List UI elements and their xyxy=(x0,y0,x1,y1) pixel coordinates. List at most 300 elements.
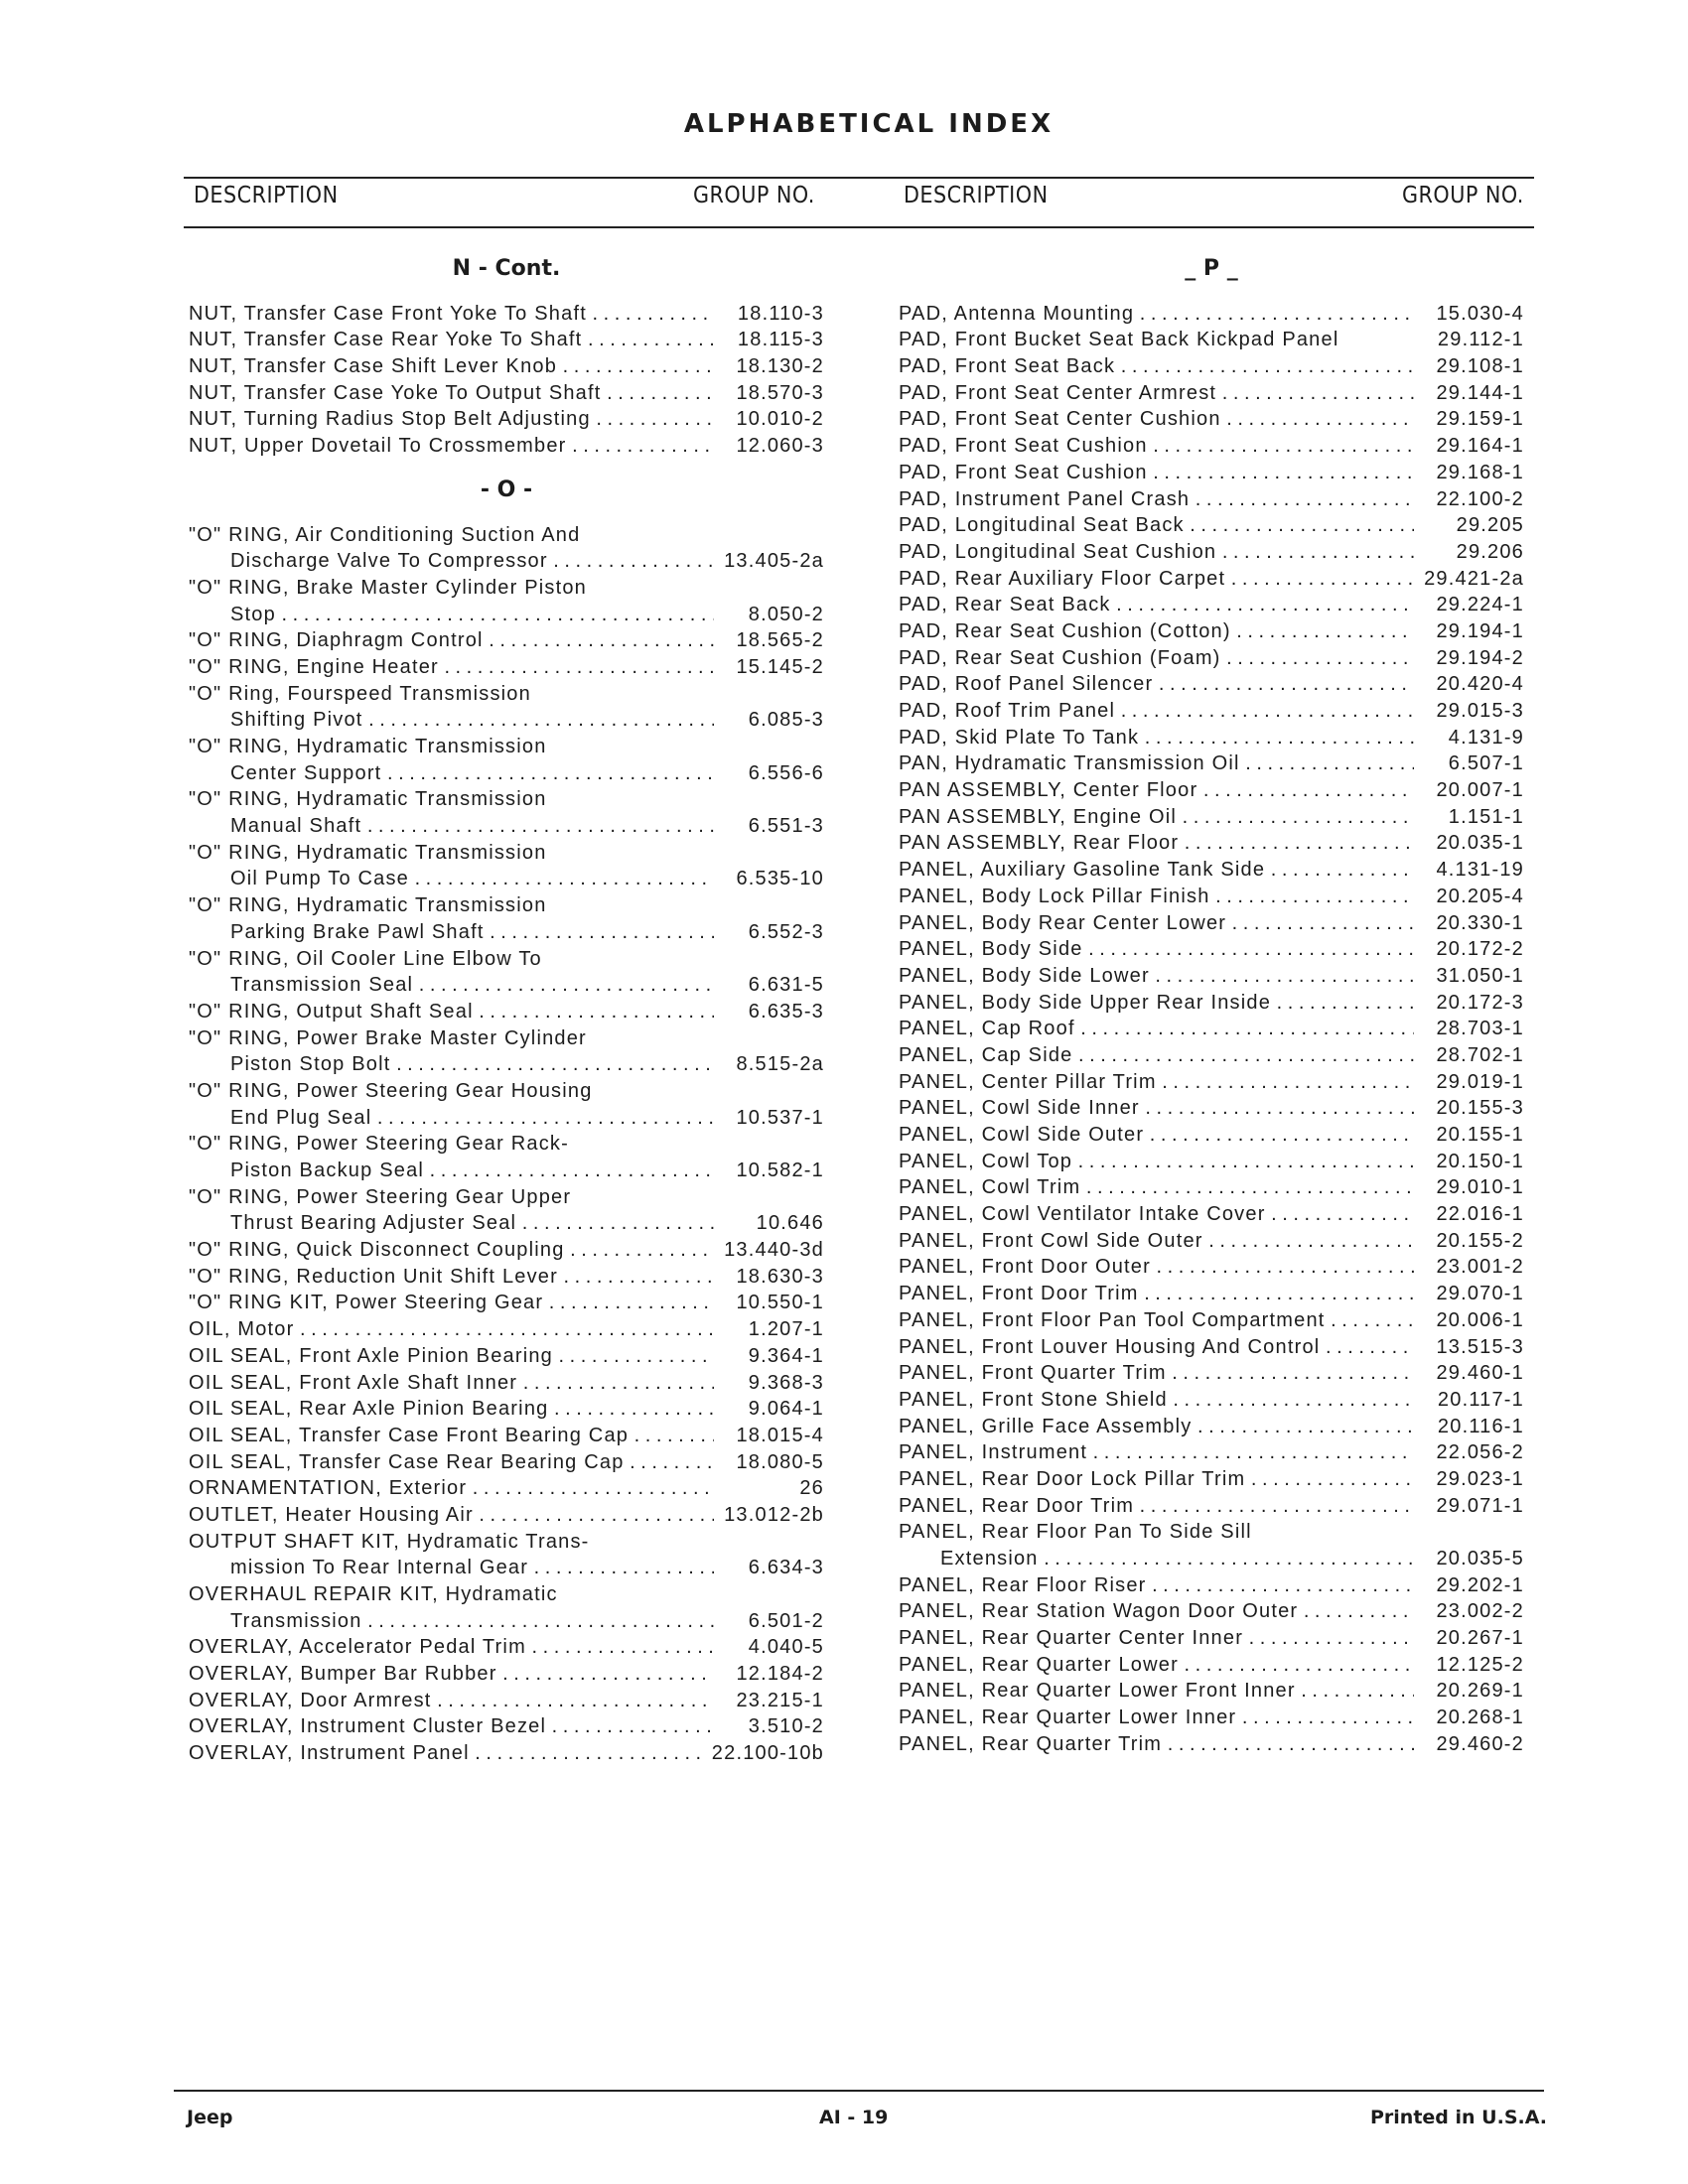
index-entry xyxy=(899,698,1524,725)
entry-description: PANEL, Rear Floor Pan To Side Sill xyxy=(899,1521,1252,1544)
entry-description: NUT, Transfer Case Shift Lever Knob . . . xyxy=(189,353,714,380)
entry-description: OIL SEAL, Transfer Case Rear Bearing Cap . . . xyxy=(189,1449,714,1476)
index-entry xyxy=(189,946,824,973)
entry-group-number: 9.364-1 xyxy=(748,1344,824,1367)
index-entry xyxy=(899,539,1524,566)
entry-description: PAD, Antenna Mounting . . . xyxy=(899,301,1414,328)
entry-group-number: 1.207-1 xyxy=(748,1318,824,1341)
entry-description: OIL SEAL, Rear Axle Pinion Bearing . . . xyxy=(189,1396,714,1423)
entry-group-number: 20.330-1 xyxy=(1436,911,1524,934)
entry-group-number: 10.537-1 xyxy=(736,1106,824,1129)
entry-description: NUT, Transfer Case Rear Yoke To Shaft . . . xyxy=(189,327,714,353)
entry-description: PAD, Front Seat Center Cushion . . . xyxy=(899,406,1414,433)
entry-description: PANEL, Cowl Ventilator Intake Cover . . . xyxy=(899,1201,1414,1228)
entry-group-number: 6.552-3 xyxy=(748,920,824,943)
entry-description: PANEL, Rear Door Trim . . . xyxy=(899,1493,1414,1520)
entry-group-number: 29.168-1 xyxy=(1436,461,1524,483)
header-rule-bottom xyxy=(184,226,1534,228)
entry-group-number: 28.702-1 xyxy=(1436,1043,1524,1066)
entry-description: PAD, Skid Plate To Tank . . . xyxy=(899,725,1414,751)
index-entry xyxy=(899,1095,1524,1122)
header-group-right: GROUP NO. xyxy=(1402,183,1524,208)
entry-description: OVERLAY, Bumper Bar Rubber . . . xyxy=(189,1661,714,1688)
entry-group-number: 31.050-1 xyxy=(1436,964,1524,987)
entry-description: PAN, Hydramatic Transmission Oil . . . xyxy=(899,751,1414,777)
entry-description: PAD, Front Seat Back . . . xyxy=(899,353,1414,380)
entry-description: Shifting Pivot . . . xyxy=(189,707,714,734)
entry-description: Oil Pump To Case . . . xyxy=(189,866,714,892)
entry-group-number: 4.131-19 xyxy=(1436,859,1524,882)
header-description-right: DESCRIPTION xyxy=(904,183,1049,208)
index-entry xyxy=(899,1731,1524,1758)
entry-description: "O" Ring, Fourspeed Transmission xyxy=(189,682,531,705)
index-entry xyxy=(189,1713,824,1740)
entry-description: PANEL, Front Quarter Trim . . . xyxy=(899,1360,1414,1387)
index-entry xyxy=(899,1546,1524,1572)
entry-group-number: 20.269-1 xyxy=(1436,1680,1524,1703)
entry-group-number: 20.155-3 xyxy=(1436,1097,1524,1120)
footer-rule xyxy=(174,2090,1544,2092)
entry-description: Stop . . . xyxy=(189,602,714,628)
entry-group-number: 13.515-3 xyxy=(1436,1335,1524,1358)
index-entry xyxy=(189,1210,824,1237)
entry-description: OVERLAY, Door Armrest . . . xyxy=(189,1688,714,1714)
entry-description: NUT, Transfer Case Front Yoke To Shaft . . . xyxy=(189,301,714,328)
o-entry-list xyxy=(189,522,824,1767)
header-rule-top xyxy=(184,177,1534,179)
entry-group-number: 13.405-2a xyxy=(724,550,824,573)
entry-group-number: 18.080-5 xyxy=(736,1450,824,1473)
index-entry xyxy=(899,486,1524,513)
index-entry xyxy=(899,1466,1524,1493)
entry-description: Discharge Valve To Compressor . . . xyxy=(189,548,714,575)
index-entry xyxy=(899,1572,1524,1599)
entry-group-number: 29.108-1 xyxy=(1436,355,1524,378)
index-entry xyxy=(189,1423,824,1449)
entry-description: PAD, Front Seat Cushion . . . xyxy=(899,460,1414,486)
index-entry xyxy=(189,1184,824,1211)
entry-group-number: 20.155-1 xyxy=(1436,1124,1524,1146)
index-entry xyxy=(189,575,824,602)
index-entry xyxy=(899,990,1524,1017)
index-entry xyxy=(189,1316,824,1343)
entry-description: PANEL, Body Side Upper Rear Inside . . . xyxy=(899,990,1414,1017)
entry-description: PANEL, Body Side Lower . . . xyxy=(899,963,1414,990)
index-entry xyxy=(189,1105,824,1132)
entry-description: OVERLAY, Instrument Cluster Bezel . . . xyxy=(189,1713,714,1740)
entry-description: PAD, Longitudinal Seat Back . . . xyxy=(899,512,1414,539)
entry-group-number: 18.570-3 xyxy=(736,381,824,404)
index-entry xyxy=(899,327,1524,353)
index-entry xyxy=(189,1449,824,1476)
header-description-left: DESCRIPTION xyxy=(194,183,339,208)
entry-description: OIL SEAL, Front Axle Shaft Inner . . . xyxy=(189,1370,714,1397)
entry-description: PANEL, Cap Side . . . xyxy=(899,1042,1414,1069)
entry-group-number: 6.085-3 xyxy=(748,709,824,732)
page-number: AI - 19 xyxy=(819,2107,889,2128)
entry-description: PAD, Rear Seat Cushion (Foam) . . . xyxy=(899,645,1414,672)
entry-description: "O" RING, Air Conditioning Suction And xyxy=(189,523,581,546)
index-entry xyxy=(899,1519,1524,1546)
index-entry xyxy=(189,1131,824,1158)
index-entry xyxy=(899,1678,1524,1705)
entry-group-number: 6.507-1 xyxy=(1448,752,1524,775)
index-entry xyxy=(899,406,1524,433)
index-entry xyxy=(189,301,824,328)
entry-group-number: 6.535-10 xyxy=(736,868,824,890)
entry-group-number: 1.151-1 xyxy=(1448,805,1524,828)
header-group-left: GROUP NO. xyxy=(693,183,815,208)
entry-description: "O" RING, Oil Cooler Line Elbow To xyxy=(189,947,542,970)
entry-description: PAN ASSEMBLY, Center Floor . . . xyxy=(899,777,1414,804)
entry-group-number: 12.184-2 xyxy=(736,1663,824,1686)
entry-description: PANEL, Rear Door Lock Pillar Trim . . . xyxy=(899,1466,1414,1493)
index-entry xyxy=(189,1158,824,1184)
index-entry xyxy=(189,627,824,654)
entry-group-number: 29.205 xyxy=(1456,514,1524,537)
entry-group-number: 18.630-3 xyxy=(736,1265,824,1288)
index-entry xyxy=(899,1281,1524,1307)
entry-group-number: 12.125-2 xyxy=(1436,1653,1524,1676)
entry-description: PANEL, Rear Quarter Center Inner . . . xyxy=(899,1625,1414,1652)
entry-group-number: 9.064-1 xyxy=(748,1398,824,1421)
footer-brand: Jeep xyxy=(187,2107,233,2128)
index-entry xyxy=(899,1414,1524,1440)
entry-description: PANEL, Front Floor Pan Tool Compartment . . . xyxy=(899,1307,1414,1334)
entry-description: PAD, Roof Panel Silencer . . . xyxy=(899,671,1414,698)
index-entry xyxy=(899,645,1524,672)
entry-description: PANEL, Body Lock Pillar Finish . . . xyxy=(899,884,1414,910)
index-entry xyxy=(189,406,824,433)
section-heading-n: N - Cont. xyxy=(452,256,561,281)
entry-group-number: 3.510-2 xyxy=(748,1715,824,1738)
entry-description: PANEL, Front Cowl Side Outer . . . xyxy=(899,1228,1414,1255)
page-title: ALPHABETICAL INDEX xyxy=(683,109,1055,139)
index-entry xyxy=(899,1228,1524,1255)
entry-description: PANEL, Front Door Outer . . . xyxy=(899,1254,1414,1281)
index-entry xyxy=(899,1625,1524,1652)
index-entry xyxy=(899,1016,1524,1042)
entry-group-number: 20.267-1 xyxy=(1436,1627,1524,1650)
entry-group-number: 29.112-1 xyxy=(1437,329,1524,351)
entry-description: PANEL, Rear Station Wagon Door Outer . . . xyxy=(899,1598,1414,1625)
index-entry xyxy=(189,522,824,549)
index-entry xyxy=(899,1254,1524,1281)
index-entry xyxy=(189,654,824,681)
entry-group-number: 20.150-1 xyxy=(1436,1150,1524,1172)
index-entry xyxy=(189,892,824,919)
index-entry xyxy=(899,777,1524,804)
entry-group-number: 20.420-4 xyxy=(1436,673,1524,696)
entry-description: PANEL, Rear Quarter Lower Inner . . . xyxy=(899,1705,1414,1731)
entry-group-number: 18.110-3 xyxy=(737,302,824,325)
index-entry xyxy=(189,1608,824,1635)
index-entry xyxy=(899,380,1524,407)
entry-group-number: 23.001-2 xyxy=(1436,1256,1524,1279)
entry-group-number: 29.071-1 xyxy=(1436,1494,1524,1517)
entry-group-number: 29.460-2 xyxy=(1436,1732,1524,1755)
index-entry xyxy=(189,919,824,946)
entry-group-number: 20.006-1 xyxy=(1436,1308,1524,1331)
entry-description: Center Support . . . xyxy=(189,760,714,787)
index-entry xyxy=(189,602,824,628)
index-entry xyxy=(899,1042,1524,1069)
index-entry xyxy=(899,1201,1524,1228)
entry-group-number: 20.117-1 xyxy=(1437,1388,1524,1411)
entry-group-number: 22.100-2 xyxy=(1436,487,1524,510)
index-entry xyxy=(189,1078,824,1105)
index-entry xyxy=(899,830,1524,857)
index-entry xyxy=(899,1652,1524,1679)
right-column xyxy=(899,256,1524,1758)
entry-group-number: 29.206 xyxy=(1456,540,1524,563)
entry-group-number: 20.116-1 xyxy=(1437,1415,1524,1437)
entry-description: ORNAMENTATION, Exterior . . . xyxy=(189,1475,714,1502)
index-entry xyxy=(189,1025,824,1052)
entry-group-number: 29.019-1 xyxy=(1436,1070,1524,1093)
entry-description: PANEL, Cowl Side Inner . . . xyxy=(899,1095,1414,1122)
index-entry xyxy=(899,936,1524,963)
entry-description: Extension . . . xyxy=(899,1546,1414,1572)
entry-description: End Plug Seal . . . xyxy=(189,1105,714,1132)
entry-description: PANEL, Front Door Trim . . . xyxy=(899,1281,1414,1307)
index-entry xyxy=(189,866,824,892)
entry-group-number: 20.172-2 xyxy=(1436,938,1524,961)
entry-description: Transmission . . . xyxy=(189,1608,714,1635)
entry-group-number: 13.012-2b xyxy=(724,1503,824,1526)
entry-description: OVERLAY, Instrument Panel . . . xyxy=(189,1740,706,1767)
index-entry xyxy=(189,1661,824,1688)
index-entry xyxy=(899,910,1524,937)
index-entry xyxy=(899,1387,1524,1414)
entry-description: PAD, Rear Seat Cushion (Cotton) . . . xyxy=(899,618,1414,645)
index-entry xyxy=(899,301,1524,328)
entry-group-number: 18.130-2 xyxy=(736,355,824,378)
entry-group-number: 4.131-9 xyxy=(1448,726,1524,749)
entry-description: "O" RING, Hydramatic Transmission xyxy=(189,736,547,757)
entry-group-number: 8.050-2 xyxy=(748,603,824,625)
index-entry xyxy=(899,1069,1524,1096)
index-entry xyxy=(899,1493,1524,1520)
index-entry xyxy=(189,1396,824,1423)
entry-group-number: 22.100-10b xyxy=(711,1742,824,1765)
index-entry xyxy=(899,1307,1524,1334)
entry-description: PANEL, Cowl Top . . . xyxy=(899,1149,1414,1175)
index-entry xyxy=(189,786,824,813)
entry-description: "O" RING, Output Shaft Seal . . . xyxy=(189,999,714,1025)
index-entry xyxy=(189,1555,824,1581)
index-entry xyxy=(189,1581,824,1608)
index-entry xyxy=(899,751,1524,777)
entry-group-number: 18.015-4 xyxy=(736,1424,824,1446)
index-entry xyxy=(899,592,1524,618)
index-entry xyxy=(189,840,824,867)
entry-group-number: 29.202-1 xyxy=(1436,1573,1524,1596)
entry-group-number: 23.002-2 xyxy=(1436,1600,1524,1623)
entry-group-number: 10.550-1 xyxy=(736,1292,824,1314)
section-heading-o: - O - xyxy=(480,477,533,502)
entry-group-number: 22.016-1 xyxy=(1436,1203,1524,1226)
entry-description: mission To Rear Internal Gear . . . xyxy=(189,1555,714,1581)
entry-group-number: 6.551-3 xyxy=(748,815,824,838)
entry-description: "O" RING, Power Steering Gear Housing xyxy=(189,1079,593,1102)
entry-group-number: 15.030-4 xyxy=(1436,302,1524,325)
index-entry xyxy=(189,1370,824,1397)
n-entry-list xyxy=(189,301,824,460)
entry-description: "O" RING, Diaphragm Control . . . xyxy=(189,627,714,654)
index-entry xyxy=(189,1290,824,1316)
index-entry xyxy=(899,884,1524,910)
entry-description: NUT, Transfer Case Yoke To Output Shaft . . . xyxy=(189,380,714,407)
entry-group-number: 29.194-1 xyxy=(1436,619,1524,642)
entry-description: PAD, Roof Trim Panel . . . xyxy=(899,698,1414,725)
entry-group-number: 29.224-1 xyxy=(1436,594,1524,616)
index-entry xyxy=(189,1237,824,1264)
index-entry xyxy=(189,1740,824,1767)
entry-group-number: 22.056-2 xyxy=(1436,1441,1524,1464)
entry-group-number: 20.035-1 xyxy=(1436,832,1524,855)
entry-group-number: 20.155-2 xyxy=(1436,1229,1524,1252)
entry-group-number: 18.565-2 xyxy=(736,629,824,652)
entry-group-number: 28.703-1 xyxy=(1436,1018,1524,1040)
entry-description: PANEL, Body Rear Center Lower . . . xyxy=(899,910,1414,937)
entry-group-number: 20.035-5 xyxy=(1436,1548,1524,1570)
entry-description: PAD, Front Bucket Seat Back Kickpad Panel xyxy=(899,329,1339,351)
index-entry xyxy=(189,813,824,840)
entry-description: "O" RING KIT, Power Steering Gear . . . xyxy=(189,1290,714,1316)
entry-description: PAD, Front Seat Center Armrest . . . xyxy=(899,380,1414,407)
entry-description: PANEL, Rear Floor Riser . . . xyxy=(899,1572,1414,1599)
entry-description: PANEL, Cowl Trim . . . xyxy=(899,1174,1414,1201)
index-entry xyxy=(899,618,1524,645)
entry-description: PANEL, Grille Face Assembly . . . xyxy=(899,1414,1414,1440)
index-entry xyxy=(189,1264,824,1291)
index-entry xyxy=(189,327,824,353)
index-entry xyxy=(189,548,824,575)
footer-printed: Printed in U.S.A. xyxy=(1370,2107,1547,2128)
entry-group-number: 4.040-5 xyxy=(748,1636,824,1659)
index-entry xyxy=(899,1174,1524,1201)
index-entry xyxy=(899,857,1524,884)
index-entry xyxy=(189,1051,824,1078)
entry-description: "O" RING, Reduction Unit Shift Lever . . . xyxy=(189,1264,714,1291)
index-entry xyxy=(189,999,824,1025)
entry-description: Parking Brake Pawl Shaft . . . xyxy=(189,919,714,946)
index-entry xyxy=(899,460,1524,486)
entry-group-number: 6.634-3 xyxy=(748,1557,824,1579)
entry-description: "O" RING, Hydramatic Transmission xyxy=(189,894,547,917)
entry-description: OVERHAUL REPAIR KIT, Hydramatic xyxy=(189,1583,558,1605)
entry-group-number: 26 xyxy=(799,1477,824,1500)
entry-description: PAN ASSEMBLY, Engine Oil . . . xyxy=(899,804,1414,831)
entry-group-number: 29.460-1 xyxy=(1436,1362,1524,1385)
entry-description: "O" RING, Power Brake Master Cylinder xyxy=(189,1026,587,1049)
index-entry xyxy=(189,1529,824,1556)
entry-description: NUT, Turning Radius Stop Belt Adjusting . . . xyxy=(189,406,714,433)
entry-group-number: 20.268-1 xyxy=(1436,1706,1524,1729)
entry-description: PAD, Longitudinal Seat Cushion . . . xyxy=(899,539,1414,566)
entry-description: PANEL, Cap Roof . . . xyxy=(899,1016,1414,1042)
entry-description: OIL, Motor . . . xyxy=(189,1316,714,1343)
entry-description: PANEL, Instrument . . . xyxy=(899,1439,1414,1466)
entry-description: Transmission Seal . . . xyxy=(189,972,714,999)
entry-group-number: 18.115-3 xyxy=(737,329,824,351)
entry-group-number: 29.144-1 xyxy=(1436,381,1524,404)
entry-description: Piston Backup Seal . . . xyxy=(189,1158,714,1184)
entry-description: PANEL, Rear Quarter Lower . . . xyxy=(899,1652,1414,1679)
index-entry xyxy=(189,1688,824,1714)
index-entry xyxy=(189,707,824,734)
entry-description: "O" RING, Quick Disconnect Coupling . . . xyxy=(189,1237,714,1264)
entry-group-number: 6.501-2 xyxy=(748,1609,824,1632)
index-entry xyxy=(899,1122,1524,1149)
entry-group-number: 29.070-1 xyxy=(1436,1283,1524,1305)
index-entry xyxy=(189,760,824,787)
entry-group-number: 6.556-6 xyxy=(748,761,824,784)
entry-description: NUT, Upper Dovetail To Crossmember . . . xyxy=(189,433,714,460)
entry-group-number: 10.646 xyxy=(756,1212,824,1235)
entry-description: PANEL, Cowl Side Outer . . . xyxy=(899,1122,1414,1149)
index-entry xyxy=(899,353,1524,380)
entry-group-number: 29.194-2 xyxy=(1436,646,1524,669)
entry-group-number: 13.440-3d xyxy=(724,1239,824,1262)
index-entry xyxy=(899,963,1524,990)
index-entry xyxy=(899,1334,1524,1361)
entry-group-number: 12.060-3 xyxy=(736,435,824,458)
index-entry xyxy=(189,681,824,708)
entry-group-number: 29.164-1 xyxy=(1436,435,1524,458)
entry-description: "O" RING, Engine Heater . . . xyxy=(189,654,714,681)
index-entry xyxy=(899,1149,1524,1175)
section-heading-p: _ P _ xyxy=(1185,256,1238,281)
entry-group-number: 6.635-3 xyxy=(748,1000,824,1023)
entry-description: OIL SEAL, Front Axle Pinion Bearing . . . xyxy=(189,1343,714,1370)
index-entry xyxy=(899,566,1524,593)
entry-group-number: 29.159-1 xyxy=(1436,408,1524,431)
entry-description: "O" RING, Hydramatic Transmission xyxy=(189,841,547,864)
index-entry xyxy=(899,1705,1524,1731)
entry-description: "O" RING, Power Steering Gear Upper xyxy=(189,1185,572,1208)
entry-group-number: 6.631-5 xyxy=(748,974,824,997)
entry-description: PANEL, Body Side . . . xyxy=(899,936,1414,963)
index-entry xyxy=(189,1475,824,1502)
index-entry xyxy=(189,380,824,407)
entry-group-number: 10.582-1 xyxy=(736,1160,824,1181)
entry-description: PANEL, Center Pillar Trim . . . xyxy=(899,1069,1414,1096)
left-column xyxy=(189,256,824,1767)
entry-description: PANEL, Auxiliary Gasoline Tank Side . . . xyxy=(899,857,1414,884)
entry-group-number: 10.010-2 xyxy=(736,408,824,431)
entry-description: PAD, Front Seat Cushion . . . xyxy=(899,433,1414,460)
entry-group-number: 20.205-4 xyxy=(1436,885,1524,907)
index-entry xyxy=(899,433,1524,460)
entry-group-number: 20.007-1 xyxy=(1436,779,1524,802)
entry-description: OUTLET, Heater Housing Air . . . xyxy=(189,1502,714,1529)
entry-description: PANEL, Front Louver Housing And Control . . . xyxy=(899,1334,1414,1361)
entry-group-number: 23.215-1 xyxy=(736,1689,824,1711)
entry-description: PAN ASSEMBLY, Rear Floor . . . xyxy=(899,830,1414,857)
entry-group-number: 9.368-3 xyxy=(748,1371,824,1394)
entry-group-number: 29.015-3 xyxy=(1436,700,1524,722)
index-entry xyxy=(899,1360,1524,1387)
entry-description: PANEL, Rear Quarter Trim . . . xyxy=(899,1731,1414,1758)
index-entry xyxy=(189,1343,824,1370)
index-entry xyxy=(189,1634,824,1661)
index-entry xyxy=(189,972,824,999)
entry-description: PANEL, Rear Quarter Lower Front Inner . . . xyxy=(899,1678,1414,1705)
entry-description: PANEL, Front Stone Shield . . . xyxy=(899,1387,1414,1414)
index-entry xyxy=(189,433,824,460)
